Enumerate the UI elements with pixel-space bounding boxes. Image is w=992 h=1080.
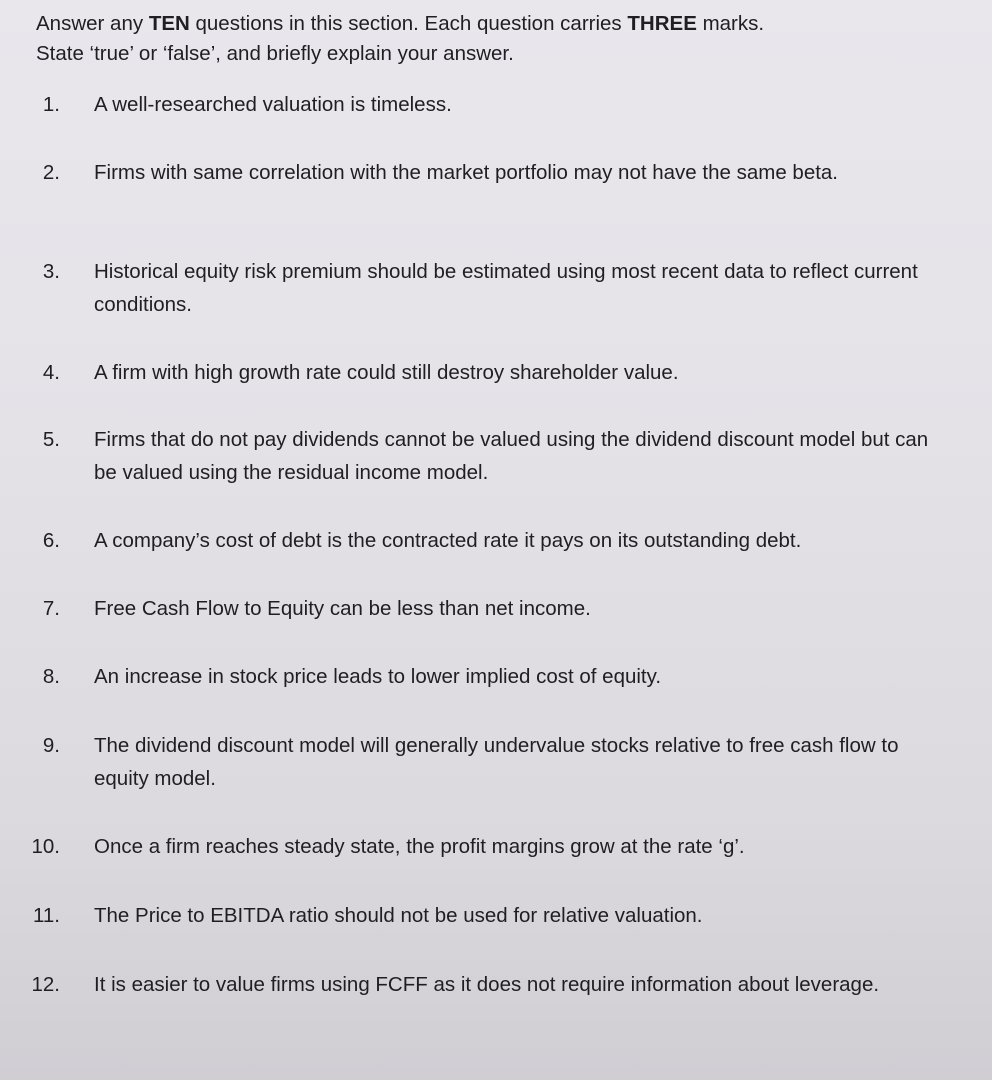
question-text: An increase in stock price leads to lower implied cost of equity. bbox=[94, 665, 662, 688]
question-text: Once a firm reaches steady state, the profit margins grow at the rate ‘g’. bbox=[94, 835, 745, 858]
question-text: The dividend discount model will generally undervalue stocks relative to free cash flow to equity model. bbox=[94, 734, 899, 790]
section-instructions bbox=[36, 9, 936, 69]
instruction-text: marks. bbox=[696, 12, 765, 35]
question-number: 2. bbox=[42, 161, 60, 184]
question-number: 6. bbox=[42, 529, 60, 552]
question-text: A firm with high growth rate could still destroy shareholder value. bbox=[94, 361, 679, 384]
question-number: 1. bbox=[42, 93, 60, 116]
question-number: 7. bbox=[42, 597, 60, 620]
question-number: 5. bbox=[42, 428, 60, 451]
question-text: Firms with same correlation with the market portfolio may not have the same beta. bbox=[94, 161, 839, 184]
question-text: A company’s cost of debt is the contracted rate it pays on its outstanding debt. bbox=[94, 529, 802, 552]
instruction-emphasis-ten: TEN bbox=[148, 12, 190, 35]
instruction-line-2: State ‘true’ or ‘false’, and briefly explain your answer. bbox=[36, 42, 514, 65]
question-number: 3. bbox=[42, 260, 60, 283]
instruction-emphasis-three: THREE bbox=[627, 12, 697, 35]
question-number: 9. bbox=[42, 734, 60, 757]
question-text: Firms that do not pay dividends cannot be valued using the dividend discount model but can be valued using the residual income model. bbox=[94, 428, 929, 484]
question-number: 8. bbox=[42, 665, 60, 688]
question-text: Free Cash Flow to Equity can be less than net income. bbox=[94, 597, 591, 620]
question-number: 12. bbox=[31, 973, 60, 996]
question-text: It is easier to value firms using FCFF as it does not require information about leverage. bbox=[94, 973, 880, 996]
question-number: 10. bbox=[31, 835, 60, 858]
question-text: Historical equity risk premium should be estimated using most recent data to reflect current conditions. bbox=[94, 260, 918, 316]
instruction-line-1 bbox=[36, 9, 936, 39]
question-number: 11. bbox=[33, 904, 60, 927]
question-number: 4. bbox=[42, 361, 60, 384]
instruction-text: questions in this section. Each question carries bbox=[189, 12, 628, 35]
instruction-text: Answer any bbox=[36, 12, 149, 35]
question-text: The Price to EBITDA ratio should not be used for relative valuation. bbox=[94, 904, 703, 927]
question-text: A well-researched valuation is timeless. bbox=[94, 93, 452, 116]
